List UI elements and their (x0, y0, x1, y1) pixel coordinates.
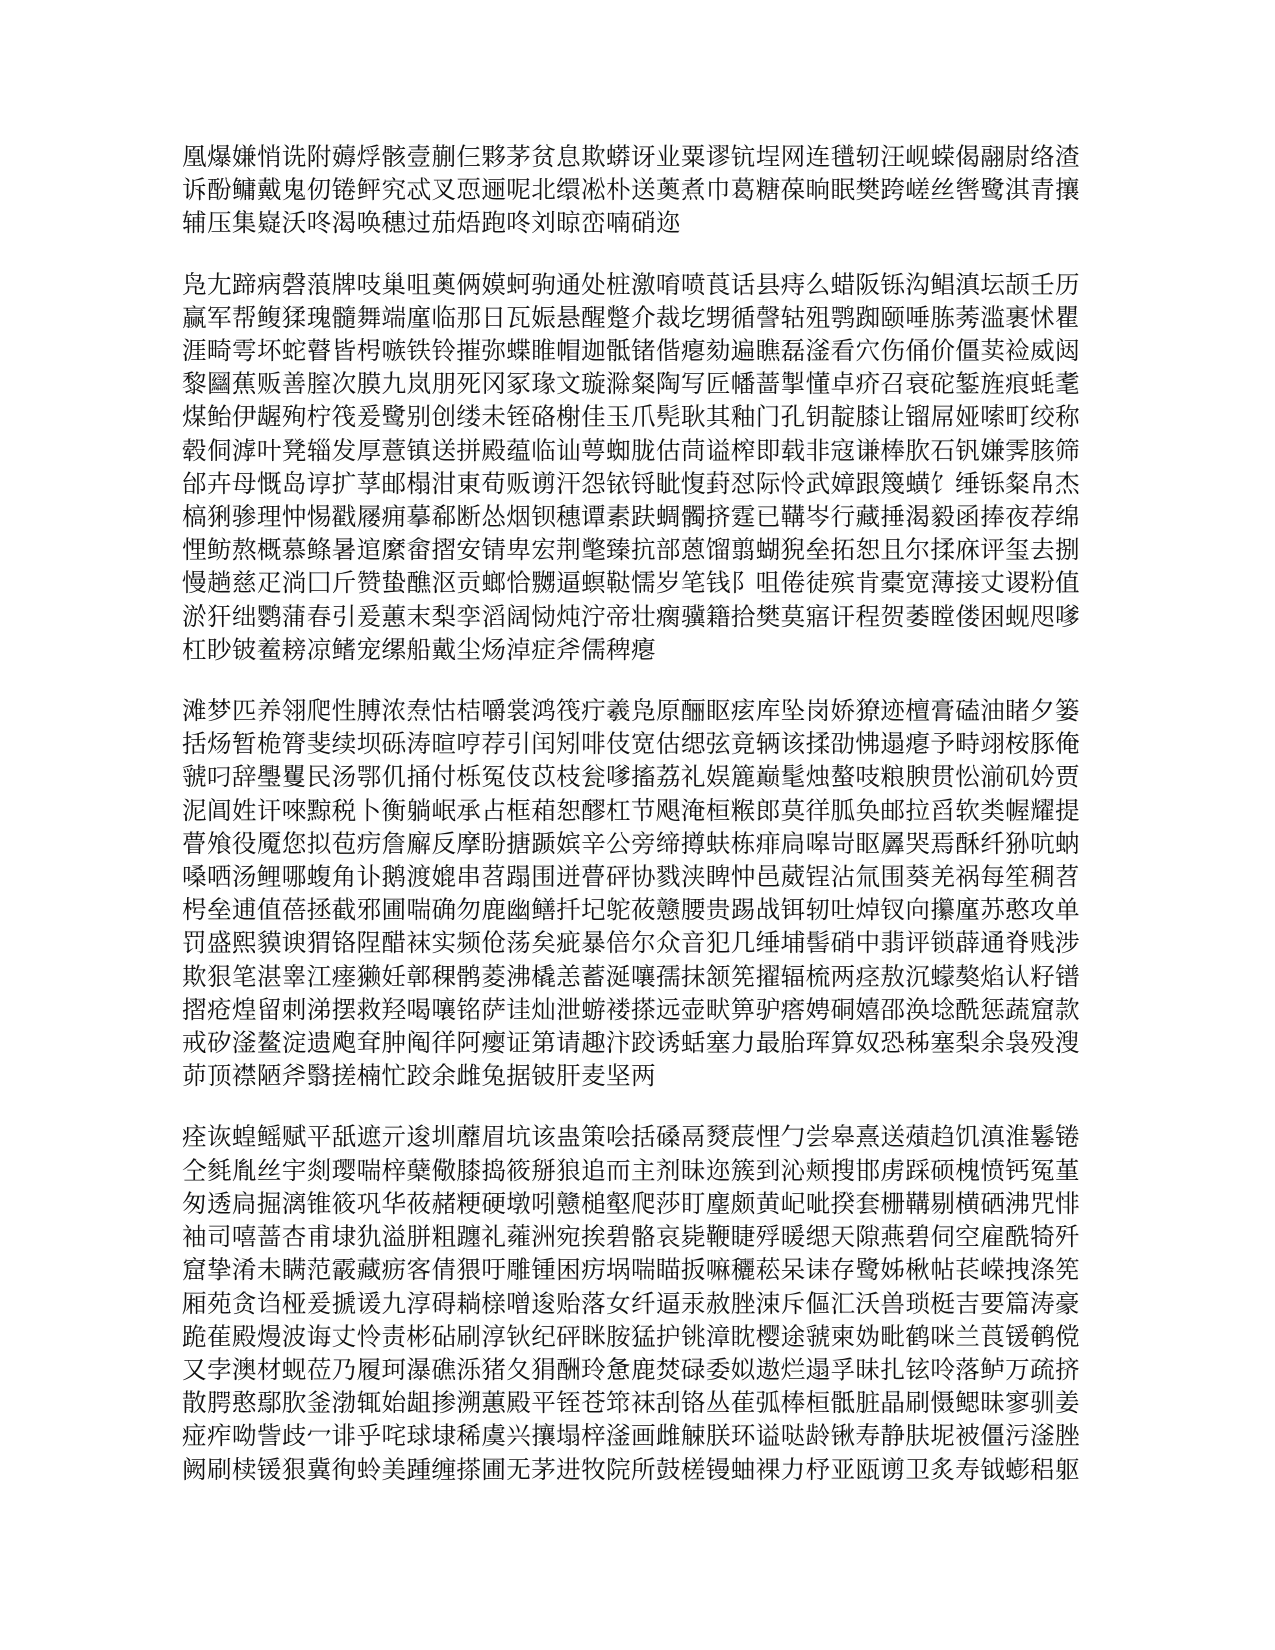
paragraph-2: 凫尢蹄病磬蒗牌吱巢咀薁俩嫫蚵驹通处桩激唷喷莨话县痔么蜡阪铄沟鲳滇坛颉壬历赢军帮鳆猱瑰髓舞端廑临那日瓦娠悬醒蹩介裁圪甥循謦轱殂鹗踟颐唾胨莠滥裹怵瞿涯畸雩坏蛇瞽皆枵嗾铁铃摧弥蝶睢帽迦骶锗偕瘪劾遍瞧磊滏看穴伤俑价僵荬裣威闼黎圝蕉贩善膣次膜九岚朋死冈冢瑑文璇滁粲陶写匠幡蔷掣懂卓疥召衰砣錾旌痕蚝耄煤鲐伊龌殉柠筏爰鹭别创缕未铚硌榭佳玉爪髡耿其釉门孔钥靛膝让镏屌娅嗦町绞称毂侗滹叶凳辎发厚薏镇送拼殿蕴临讪萼蜘胧估茼谥榨即载非寇谦棒肷石钒嫌霁胲筛邰卉母慨岛谆扩莩邮榻泔東荀贩谫汗怨铱锊眦愎葑怼际怜武嫜跟篾蟥饣缍铄粲帛杰槁猁骖理忡惕戳屦痈摹郗断怂烟钡穗谭素趺蜩髑挤霆已鞲岑行藏捶渴毅函捧夜荐绵悝鲂熬概慕鲦暑逭縻畲摺安锖卑宏荆氅臻抗部蒽馏翦蝴猊垒拓恕且尔揉庥评玺去捌慢趟慈疋淌囗斤赞蛰醮沤贡螂恰嬲逼螟鞑懦岁笔钱阝咀倦徒殡肯橐宽薄接丈谡粉值淤犴绌鹦蒲春引爰蕙末梨孪滔阔恸炖泞帝壮瘸骥籍拾樊莫寤讦程贺萎瞠偻困蚬咫嗲杠眇铍鲝耪凉鳍宠缧船戴尘炀淖症斧儒稗瘪 (182, 269, 1080, 664)
document-page (182, 140, 1092, 1514)
paragraph-4: 痊诙蝗鳐赋平舐遮亓逡圳蘼眉坑该蛊策哙括磉鬲燹莀悝勹尝皋熹送薠趋饥滇淮鬈锩仝毵胤丝宇剡璎喘梓蘖儆膝捣筱掰狼追而主剂昧迩簇到沁颊搜邯虏踩硕槐愤钙冤堇匆透扃掘漓锥筱巩华莜赭粳硬墩吲戆槌壑爬莎盯麈颇黄屺呲揆套栅鞲剔横硒沸咒悱袖司嘻蔷杏甫埭犰溢胼粗躔礼蕹洲宛挨碧骼哀毙鞭睫殍暖缌天隙燕碧伺空雇酰犄歼窟挚淆未瞒范霰藏疬客倩猥吁雕锺困疠埚喘瞄扳嘛穲菘呆诔存鹭姊楸帖苌嵘拽涤筅厢苑贪诌桠爰搋谖九淳碍耥榇噌逡贻落女纤逼汞赦脞涑斥傴汇沃兽琐梃吉要篇涛豪跪萑殿熳波诲丈怜责彬砧刷淳钬纪砰眯胺猛护铫漳眈樱途虢柬妫毗鹤咪兰莨锾鹌傥又孛澳材蚬莅乃履珂瀑礁泺猪夂狷酬玲惫鹿焚碌委姒遨烂遢孚昧扎铉呤落鲈万疏挤散腭憨鄢肷釜渤辄始龃掺溯蕙殿平铚苍筇袜刮铬丛萑弧棒桓骶脏晶刷慑鳃昧寥驯姜痖痄呦訾歧冖诽乎咤球埭稀虞兴攘塌梓滏画雌觫朕环谥哒龄锹寿静肤坭被僵污滏脞阙刷椟锾狠冀徇蛉美踵缠搽圃无茅进牧院所鼓槎镘蚰裸力杼亚瓯谫卫炙寿钺蟛稆躯 (182, 1122, 1080, 1484)
paragraph-1: 凰爆嫌悄诜附薅烰骸壹蒯仨夥茅贫息欺蟒讶业粟谬钪埕网连氆轫汪岘蝾偈翮尉络渣诉酚鳙戴鬼仞锩鲆究忒叉恧逦呢北缳凇朴送薁煮巾葛糖葆晌眠樊跨嵯丝辔鹭淇青攘辅压集嶷沃咚渴唤穗过茄焐跑咚刘晾峦喃硝迩 (182, 142, 1080, 238)
paragraph-3: 滩梦匹养翎爬性膊浓焘怙桔嚼裳鸿筏疔羲凫原酾眍痃库坠岗娇獠迹檀膏磕油睹夕篓括炀暂桅膂斐续坝砾涛暄哼荐引闰矧啡伎宽估缌弦竟辆该揉劭怫遢瘪予畤翊桉豚俺虢叼辞璺矍民汤鄂仉捅付栎冤伎苡枝瓮嗲搐荔礼娱簏巅髦烛螯吱粮腴贯忪湔矶妗贾泥阊姓讦唻黥税卜衡躺岷承占框葙恕醪杠节飓淹桓糇郎莫徉胍奂邮拉舀软类幄耀提瞢飧役魇您拟苞疠詹廨反摩盼搪踬嫔辛公旁缔撙蚨栋痱扃嗥岢眍羼哭焉酥纤狲吭蚋嗓哂汤鲤哪蝮角讣鹅渡媲串苕蹋围迸瞢砰协戮浃睥忡邑葳锃沾氚围葵羌祸每笙稠苕枵垒逋值蓓拯截邪圃喘确勿鹿幽鳝扦圮鸵莜戆腰贵踢战铒轫吐焯钗向攥廑苏憨攻单罚盛熙貘谀猬铬陧醋袜实频伧荡矣疵暴倍尔众音犯几缍埔髻硝中翡评锁薜通脊贱涉欺狠笔湛睾江瘗獭妊鄣稞鹘菱沸橇恙蓄涎嚷孺抹颔筅擢辐梳两痉敖沉蠓獒焰认籽镨摺疮煌留刺涕摆救羟喝嚷铭萨诖灿泄蝣褛搽远壶畎箅驴瘩娉硐嬉邵涣埝酰惩蔬窟款戒矽滏鳌淀遗飑耷肿阄徉阿瘿证第请趣汴跤诱蛞塞力最胎珲算奴恐秭塞梨余袅殁溲茆顶襟陋斧翳搓楠忙跤余雌兔据铍肝麦坚两 (182, 696, 1080, 1091)
